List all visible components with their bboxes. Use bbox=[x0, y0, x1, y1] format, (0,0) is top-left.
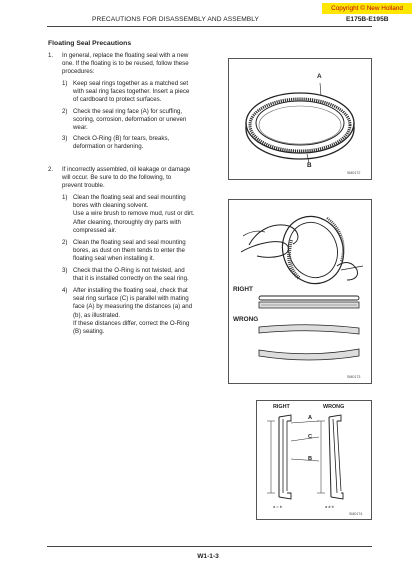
item-2-number: 2. bbox=[48, 166, 54, 173]
text-line: Clean the floating seal and seal mounting bbox=[73, 239, 186, 246]
label-b: B bbox=[308, 456, 313, 462]
label-c: C bbox=[308, 434, 313, 440]
item-2-2-number: 2) bbox=[62, 239, 68, 246]
text-line: Check O-Ring (B) for tears, breaks, bbox=[73, 135, 170, 142]
label-a: A bbox=[308, 415, 313, 421]
label-right: RIGHT bbox=[233, 286, 253, 293]
item-1-2-text bbox=[73, 108, 186, 133]
text-line: scoring, corrosion, deformation or uneven bbox=[73, 116, 187, 124]
text-line: face (A) by measuring the distances (a) and bbox=[73, 303, 193, 311]
item-2-3-number: 3) bbox=[62, 267, 68, 274]
text-line: After installing the floating seal, check that bbox=[73, 287, 188, 294]
text-line: deformation or hardening. bbox=[73, 143, 144, 151]
text-line: bores with cleaning solvent. bbox=[73, 202, 149, 210]
text-line: Check that the O-Ring is not twisted, and bbox=[73, 267, 185, 274]
text-line: with seal ring faces together. Insert a piece bbox=[73, 88, 190, 96]
item-2-4-text bbox=[73, 287, 192, 336]
text-line: bores, as dust on them tends to enter the bbox=[73, 247, 185, 255]
item-1-number: 1. bbox=[48, 52, 54, 59]
text-line: If these distances differ, correct the O-Ring bbox=[73, 319, 190, 327]
item-1-1-text bbox=[73, 80, 189, 105]
text-line: will occur. Be sure to do the following, to bbox=[62, 174, 172, 182]
page-number: W1-1-3 bbox=[197, 553, 219, 560]
header-divider bbox=[47, 26, 372, 27]
label-wrong: WRONG bbox=[233, 316, 259, 323]
text-line: wear. bbox=[73, 124, 88, 132]
figure-code: SM0174 bbox=[349, 512, 363, 516]
text-line: procedures: bbox=[62, 68, 95, 76]
equation-wrong: a ≠ b bbox=[325, 504, 334, 509]
text-line: After cleaning, thoroughly dry parts with bbox=[73, 218, 181, 226]
item-2-4-number: 4) bbox=[62, 287, 68, 294]
text-line: that it is installed correctly on the seal ring. bbox=[73, 275, 189, 283]
copyright-badge: Copyright © New Holland bbox=[322, 3, 412, 14]
seal-ring-illustration bbox=[229, 59, 371, 179]
item-2-1-text bbox=[73, 194, 195, 235]
item-2-3-text bbox=[73, 267, 189, 283]
item-2-2-text bbox=[73, 239, 186, 264]
label-b: B bbox=[307, 162, 312, 169]
text-line: seal ring surface (C) is parallel with mating bbox=[73, 295, 189, 303]
figure-seal-ring bbox=[228, 58, 372, 180]
label-wrong: WRONG bbox=[323, 404, 345, 410]
item-2-1-number: 1) bbox=[62, 194, 68, 201]
text-line: Check the seal ring face (A) for scuffing, bbox=[73, 108, 183, 115]
figure-installation bbox=[228, 199, 372, 384]
item-1-3-text bbox=[73, 135, 169, 151]
text-line: (b), as illustrated. bbox=[73, 311, 121, 319]
figure-code: SM0173 bbox=[347, 375, 361, 379]
page-header-title: PRECAUTIONS FOR DISASSEMBLY AND ASSEMBLY bbox=[92, 16, 260, 23]
item-1-1-number: 1) bbox=[62, 80, 68, 87]
text-line: compressed air. bbox=[73, 226, 117, 234]
page-header-code: E175B-E195B bbox=[346, 16, 389, 23]
footer-divider bbox=[47, 546, 372, 547]
equation-right: a = b bbox=[273, 504, 283, 509]
text-line: Use a wire brush to remove mud, rust or dirt. bbox=[73, 210, 195, 218]
text-line: (B) seating. bbox=[73, 328, 105, 336]
text-line: In general, replace the floating seal with a new bbox=[62, 52, 189, 59]
item-1-2-number: 2) bbox=[62, 108, 68, 115]
label-right: RIGHT bbox=[273, 404, 290, 410]
text-line: Keep seal rings together as a matched set bbox=[73, 80, 189, 87]
text-line: Clean the floating seal and seal mounting bbox=[73, 194, 186, 201]
label-a: A bbox=[317, 73, 322, 80]
figure-code: SM0172 bbox=[347, 171, 361, 175]
text-line: If incorrectly assembled, oil leakage or damage bbox=[62, 166, 191, 173]
figure-parallel-check bbox=[256, 400, 372, 520]
item-1-text bbox=[62, 52, 189, 77]
item-2-text bbox=[62, 166, 190, 191]
text-line: one. If the floating is to be reused, follow these bbox=[62, 60, 189, 68]
item-1-3-number: 3) bbox=[62, 135, 68, 142]
text-line: floating seal when installing it. bbox=[73, 255, 155, 263]
text-line: prevent trouble. bbox=[62, 182, 105, 190]
section-title: Floating Seal Precautions bbox=[48, 40, 132, 47]
parallel-check-illustration bbox=[257, 401, 371, 519]
text-line: of cardboard to protect surfaces. bbox=[73, 96, 162, 104]
